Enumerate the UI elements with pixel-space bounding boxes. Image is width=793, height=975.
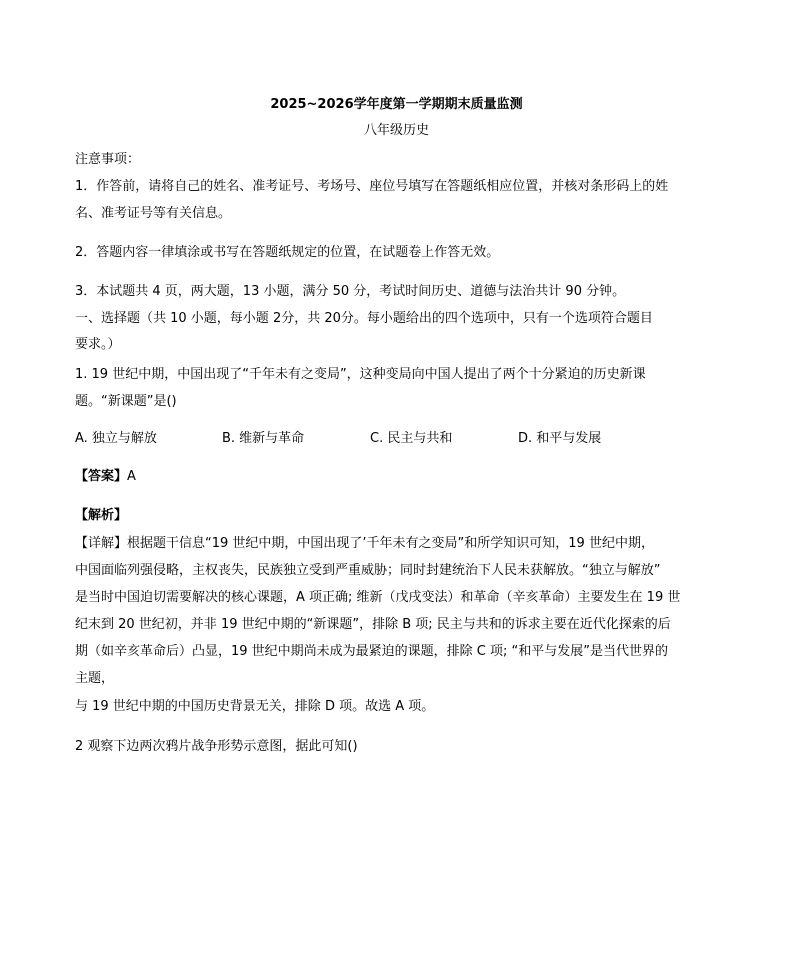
exam-title: 2025~2026学年度第一学期期末质量监测 (270, 97, 523, 112)
section-heading-line-2: 要求。） (75, 337, 121, 352)
notice-item-3: 3．本试题共 4 页，两大题，13 小题，满分 50 分，考试时间历史、道德与法治共计 90 分钟。 (75, 284, 626, 299)
question-1-option-b: B. 维新与革命 (222, 431, 305, 446)
detail-line-6: 主题， (75, 671, 115, 686)
detail-line-4: 纪末到 20 世纪初，并非 19 世纪中期的“新课题”，排除 B 项; 民主与共和的诉求主要在近代化探索的后 (75, 617, 671, 632)
analysis-tag: 【解析】 (75, 508, 128, 523)
section-heading-line-1: 一、选择题（共 10 小题，每小题 2分，共 20分。每小题给出的四个选项中，只有一个选项符合题目 (75, 311, 653, 326)
exam-subtitle: 八年级历史 (363, 123, 429, 138)
question-1-stem-line-1: 1. 19 世纪中期，中国出现了“千年未有之变局”，这种变局向中国人提出了两个十分紧迫的历史新课 (75, 367, 646, 382)
detail-line-7: 与 19 世纪中期的中国历史背景无关，排除 D 项。故选 A 项。 (75, 699, 435, 714)
answer-tag: 【答案】 (75, 469, 128, 484)
detail-line-2: 中国面临列强侵略，主权丧失，民族独立受到严重威胁；同时封建统治下人民未获解放。“独立与解放” (75, 563, 661, 578)
detail-line-3: 是当时中国迫切需要解决的核心课题，A 项正确; 维新（戊戌变法）和革命（辛亥革命）主要发生在 19 世 (75, 590, 681, 605)
detail-line-1: 【详解】根据题干信息“19 世纪中期，中国出现了’千年未有之变局”和所学知识可知，19 世纪中期， (75, 536, 654, 551)
detail-line-5: 期（如辛亥革命后）凸显，19 世纪中期尚未成为最紧迫的课题，排除 C 项; “和平与发展”是当代世界的 (75, 644, 668, 659)
question-1-option-c: C. 民主与共和 (370, 431, 453, 446)
answer-value: A (127, 469, 136, 484)
notice-heading: 注意事项： (75, 152, 141, 167)
notice-item-1-line-1: 1．作答前，请将自己的姓名、准考证号、考场号、座位号填写在答题纸相应位置，并核对条形码上的姓 (75, 179, 669, 194)
notice-item-1-line-2: 名、准考证号等有关信息。 (75, 206, 232, 221)
notice-item-2: 2．答题内容一律填涂或书写在答题纸规定的位置，在试题卷上作答无效。 (75, 245, 500, 260)
question-1-answer (75, 468, 136, 486)
question-1-option-d: D. 和平与发展 (518, 431, 602, 446)
question-1-option-a: A. 独立与解放 (75, 431, 157, 446)
question-1-stem-line-2: 题。“新课题”是() (75, 394, 177, 409)
question-2-stem: 2 观察下边两次鸦片战争形势示意图，据此可知() (75, 739, 358, 754)
